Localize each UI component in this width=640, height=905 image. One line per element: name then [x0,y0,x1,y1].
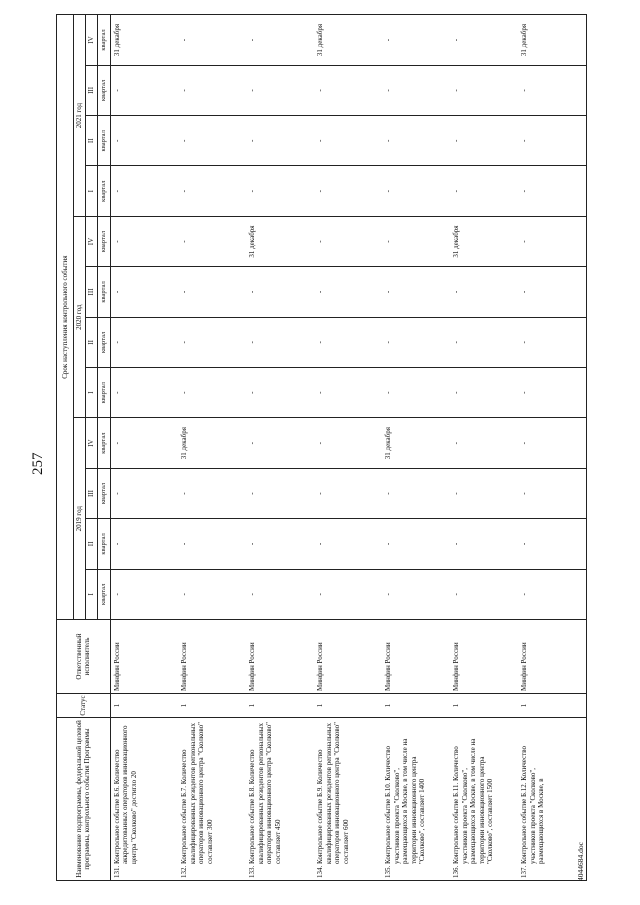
status-cell: 1 [382,694,450,718]
row-number: 136. [452,865,461,878]
quarter-cell: - [246,65,314,115]
responsible-cell: Минфин России [314,620,382,694]
event-name-cell [450,718,518,881]
quarter-cell: - [382,15,450,65]
status-cell: 1 [246,694,314,718]
quarter-cell: - [450,166,518,216]
responsible-cell: Минфин России [246,620,314,694]
status-column-header: Статус [57,694,111,718]
quarter-number-header: IV [86,216,98,266]
quarter-cell: - [178,569,246,619]
quarter-cell: - [518,65,586,115]
quarter-number-header: I [86,166,98,216]
status-cell: 1 [178,694,246,718]
quarter-cell: - [178,216,246,266]
quarter-cell: - [110,166,178,216]
quarter-number-header: I [86,569,98,619]
quarter-cell: - [518,418,586,468]
quarter-cell: - [110,317,178,367]
quarter-cell: - [178,368,246,418]
quarter-label-header: квартал [97,216,110,266]
year-header: 2019 год [74,418,86,620]
quarter-label-header: квартал [97,267,110,317]
responsible-column-header: Ответственный исполнитель [57,620,111,694]
quarter-label-header: квартал [97,15,110,65]
event-name-cell [110,718,178,881]
quarter-cell: - [246,267,314,317]
quarter-cell: - [110,418,178,468]
quarter-cell: - [382,519,450,569]
event-name: Контрольное событие Б.6. Количество аккредитованных операторов инновационного центра "Сколково" достигло 20 [112,725,138,864]
quarter-cell: - [450,569,518,619]
quarter-cell: - [382,468,450,518]
quarter-cell: - [450,317,518,367]
responsible-cell: Минфин России [382,620,450,694]
table-row [246,15,314,881]
quarter-cell: - [246,569,314,619]
quarter-cell: - [518,569,586,619]
row-number: 135. [384,865,393,878]
quarter-cell: - [110,65,178,115]
quarter-cell: 31 декабря [518,15,586,65]
quarter-cell: 31 декабря [450,216,518,266]
row-number: 132. [180,865,189,878]
quarter-cell: - [178,519,246,569]
table-row [314,15,382,881]
event-name: Контрольное событие Б.11. Количество участников проекта "Сколково", размещающихся в Москве, в том числе на территории инновационного центра "Сколково", составляет 1500 [452,738,495,864]
quarter-cell: - [450,519,518,569]
quarter-number-header: II [86,317,98,367]
quarter-number-header: I [86,368,98,418]
quarter-cell: - [314,569,382,619]
quarter-cell: - [382,216,450,266]
file-name: 4044684.doc [576,842,585,881]
quarter-label-header: квартал [97,317,110,367]
quarter-cell: - [382,267,450,317]
row-number: 137. [520,865,529,878]
quarter-cell: - [110,368,178,418]
quarter-cell: - [382,368,450,418]
responsible-cell: Минфин России [110,620,178,694]
quarter-cell: - [518,216,586,266]
quarter-cell: - [518,317,586,367]
responsible-cell: Минфин России [450,620,518,694]
quarter-cell: - [450,65,518,115]
table-header [57,15,111,881]
quarter-label-header: квартал [97,418,110,468]
responsible-cell: Минфин России [178,620,246,694]
quarter-cell: - [518,468,586,518]
quarter-cell: - [382,569,450,619]
quarter-cell: - [382,65,450,115]
quarter-cell: 31 декабря [178,418,246,468]
row-number: 133. [248,865,257,878]
quarter-cell: - [382,116,450,166]
quarter-cell: - [110,569,178,619]
quarter-number-header: IV [86,15,98,65]
event-name-cell [246,718,314,881]
quarter-label-header: квартал [97,468,110,518]
quarter-cell: - [314,166,382,216]
quarter-cell: - [450,418,518,468]
quarter-cell: - [382,317,450,367]
event-name: Контрольное событие Б.8. Количество квалифицированных резидентов региональных операторов инновационного центра "Сколково" составляет 450 [248,721,282,864]
quarter-cell: - [178,166,246,216]
quarter-cell: - [178,317,246,367]
quarter-cell: - [178,267,246,317]
row-number: 131. [112,865,121,878]
quarter-label-header: квартал [97,519,110,569]
quarter-cell: - [246,15,314,65]
quarter-cell: - [314,519,382,569]
quarter-label-header: квартал [97,368,110,418]
quarter-cell: - [178,65,246,115]
quarter-cell: - [246,166,314,216]
table-body [110,15,586,881]
quarter-number-header: IV [86,418,98,468]
quarter-cell: - [450,368,518,418]
event-name: Контрольное событие Б.10. Количество участников проекта "Сколково", размещающихся в Москве, в том числе на территории инновационного центра "Сколково", составляет 1400 [384,738,427,864]
quarter-cell: - [518,116,586,166]
table-row [518,15,586,881]
status-cell: 1 [314,694,382,718]
quarter-cell: - [110,267,178,317]
quarter-cell: - [314,418,382,468]
row-number: 134. [316,865,325,878]
quarter-cell: - [246,317,314,367]
quarter-cell: - [518,267,586,317]
event-name: Контрольное событие Б.7. Количество квалифицированных резидентов региональных операторов инновационного центра "Сколково" составляет 300 [180,721,214,864]
quarter-cell: - [246,519,314,569]
year-header: 2021 год [74,15,86,217]
quarter-cell: 31 декабря [246,216,314,266]
deadline-column-header: Срок наступления контрольного события [57,15,74,620]
status-cell: 1 [518,694,586,718]
quarter-cell: - [246,116,314,166]
quarter-cell: - [178,15,246,65]
quarter-cell: - [314,317,382,367]
quarter-cell: - [178,468,246,518]
quarter-cell: - [314,116,382,166]
quarter-cell: 31 декабря [382,418,450,468]
page-number: 257 [30,452,46,475]
status-cell: 1 [450,694,518,718]
quarter-cell: - [178,116,246,166]
event-name: Контрольное событие Б.9. Количество квалифицированных резидентов региональных операторов инновационного центра "Сколково" составляет 600 [316,721,350,864]
quarter-label-header: квартал [97,166,110,216]
table-row [382,15,450,881]
quarter-number-header: III [86,267,98,317]
quarter-number-header: III [86,65,98,115]
quarter-cell: - [110,519,178,569]
quarter-number-header: III [86,468,98,518]
event-name-cell [178,718,246,881]
table-row [450,15,518,881]
quarter-cell: - [246,468,314,518]
event-name-cell [314,718,382,881]
quarter-cell: - [518,166,586,216]
name-column-header: Наименование подпрограммы, федеральной целевой программы, контрольного события Программы [57,718,111,881]
quarter-cell: - [450,15,518,65]
quarter-cell: - [382,166,450,216]
quarter-label-header: квартал [97,569,110,619]
quarter-cell: - [314,216,382,266]
quarter-cell: - [450,116,518,166]
quarter-cell: 31 декабря [314,15,382,65]
quarter-label-header: квартал [97,116,110,166]
table-row [178,15,246,881]
event-name-cell [382,718,450,881]
quarter-cell: - [110,468,178,518]
quarter-cell: - [314,368,382,418]
quarter-number-header: II [86,519,98,569]
quarter-cell: - [518,368,586,418]
event-name: Контрольное событие Б.12. Количество участников проекта "Сколково", размещающихся в Москве, в [520,746,546,864]
quarter-cell: - [110,216,178,266]
quarter-cell: - [246,418,314,468]
control-events-table [56,14,587,881]
responsible-cell: Минфин России [518,620,586,694]
quarter-cell: - [314,267,382,317]
quarter-number-header: II [86,116,98,166]
table-row [110,15,178,881]
quarter-cell: - [450,267,518,317]
quarter-cell: - [314,468,382,518]
status-cell: 1 [110,694,178,718]
quarter-cell: - [518,519,586,569]
quarter-cell: 31 декабря [110,15,178,65]
quarter-cell: - [450,468,518,518]
quarter-cell: - [246,368,314,418]
quarter-label-header: квартал [97,65,110,115]
year-header: 2020 год [74,216,86,418]
quarter-cell: - [110,116,178,166]
quarter-cell: - [314,65,382,115]
